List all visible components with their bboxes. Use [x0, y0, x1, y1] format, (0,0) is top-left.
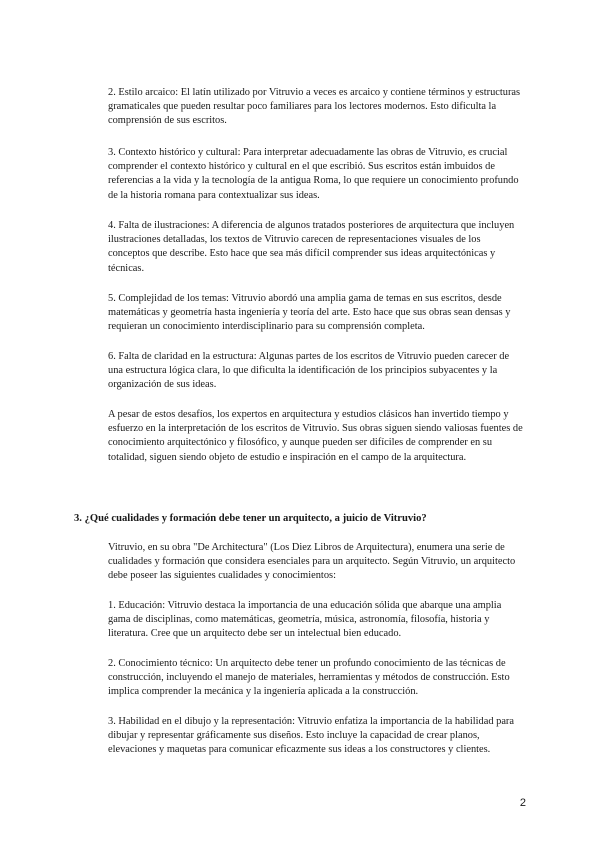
paragraph-complexity-of-topics: 5. Complejidad de los temas: Vitruvio abordó una amplia gama de temas en sus escritos, desde matemáticas y geometría hasta ingeniería y teoría del arte. Esto hace que sus obras sean densas y requieran un conocimiento interdisciplinario para su comprensión completa.: [108, 293, 511, 333]
paragraph-drawing-skill: 3. Habilidad en el dibujo y la representación: Vitruvio enfatiza la importancia de la habilidad para dibujar y representar gráficamente sus diseños. Esto incluye la capacidad de crear planos, elevaciones y maquetas para comunicar eficazmente sus ideas a los constructores y clientes.: [108, 716, 515, 756]
paragraph-technical-knowledge: 2. Conocimiento técnico: Un arquitecto debe tener un profundo conocimiento de las técnicas de construcción, incluyendo el manejo de materiales, herramientas y métodos de construcción. Esto implica comprender la mecánica y la ingeniería aplicada a la construcción.: [108, 658, 510, 698]
paragraph-lack-of-clarity: 6. Falta de claridad en la estructura: Algunas partes de los escritos de Vitruvio pueden carecer de una estructura lógica clara, lo que dificulta la identificación de los principios subyacentes y la organización de sus ideas.: [108, 351, 510, 391]
paragraph-archaic-style: 2. Estilo arcaico: El latín utilizado por Vitruvio a veces es arcaico y contiene términos y estructuras gramaticales que pueden resultar poco familiares para los lectores modernos. Esto dificulta la comprensión de sus escritos.: [108, 87, 521, 127]
paragraph-intro-qualities: Vitruvio, en su obra "De Architectura" (Los Diez Libros de Arquitectura), enumera una serie de cualidades y formación que considera esenciales para un arquitecto. Según Vitruvio, un arquitecto debe poseer las siguientes cualidades y conocimientos:: [108, 542, 516, 582]
paragraph-education: 1. Educación: Vitruvio destaca la importancia de una educación sólida que abarque una amplia gama de disciplinas, como matemáticas, geometría, música, astronomía, filosofía, historia y literatura. Cree que un arquitecto debe ser un intelectual bien educado.: [108, 600, 502, 640]
paragraph-historical-context: 3. Contexto histórico y cultural: Para interpretar adecuadamente las obras de Vitruvio, es crucial comprender el contexto histórico y cultural en el que escribió. Sus escritos están imbuidos de referencias a la vida y la tecnología de la antigua Roma, lo que requiere un conocimiento profundo de la historia romana para contextualizar sus ideas.: [108, 147, 519, 201]
page-number: 2: [519, 797, 526, 809]
paragraph-conclusion: A pesar de estos desafíos, los expertos en arquitectura y estudios clásicos han invertido tiempo y esfuerzo en la interpretación de los escritos de Vitruvio. Sus obras siguen siendo valiosas fuentes de conocimiento arquitectónico y filosófico, y aunque pueden ser difíciles de comprender en su totalidad, siguen siendo objeto de estudio e inspiración en el campo de la arquitectura.: [108, 409, 523, 463]
question-3-heading: 3. ¿Qué cualidades y formación debe tener un arquitecto, a juicio de Vitruvio?: [74, 513, 427, 524]
paragraph-lack-of-illustrations: 4. Falta de ilustraciones: A diferencia de algunos tratados posteriores de arquitectura que incluyen ilustraciones detalladas, los textos de Vitruvio carecen de representaciones visuales de los conceptos que describe. Esto hace que sea más difícil comprender sus ideas arquitectónicas y técnicas.: [108, 220, 515, 274]
